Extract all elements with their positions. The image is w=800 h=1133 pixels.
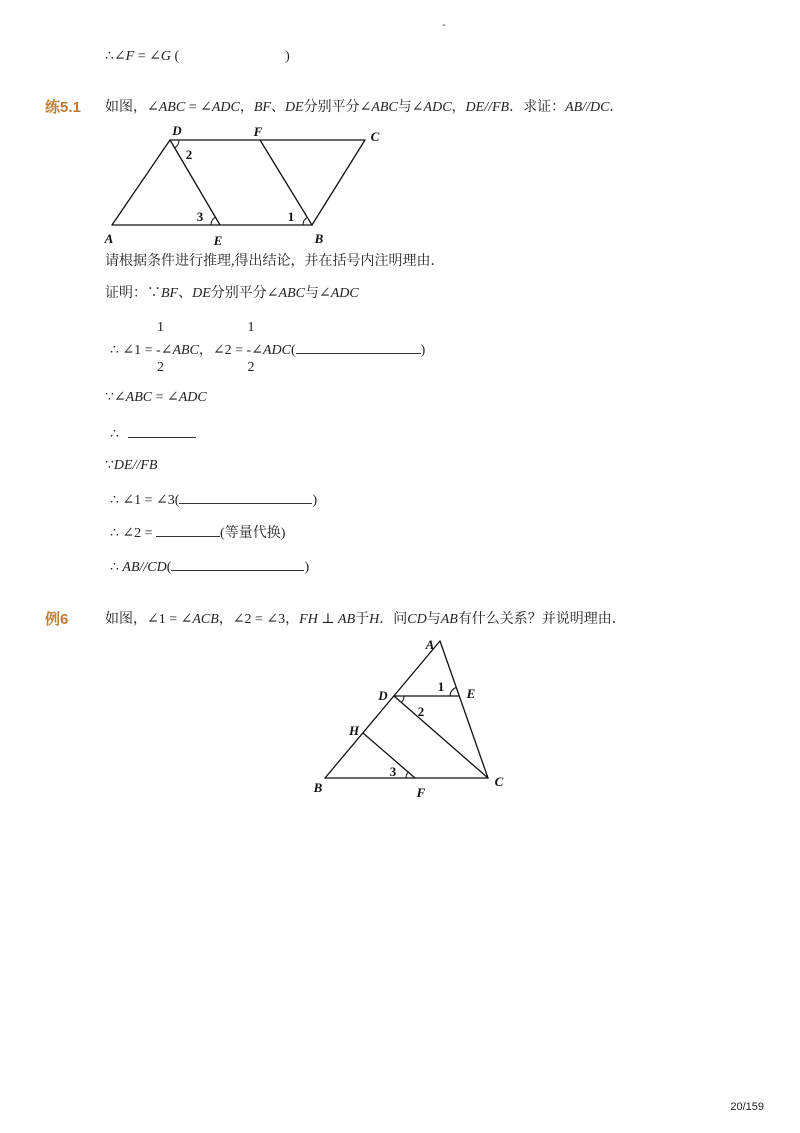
paren-open: ( xyxy=(166,560,172,575)
segment-fb xyxy=(260,140,312,225)
angle-label-2: 2 xyxy=(417,704,425,719)
answer-blank xyxy=(156,523,220,537)
proof-text: 证明：∵ xyxy=(105,286,161,301)
proof-text: ∵ xyxy=(105,458,114,473)
therefore-angle-text: ∴∠ xyxy=(105,49,126,64)
proof-given-equal-angles xyxy=(105,389,207,407)
statement-var: ADC xyxy=(423,100,452,115)
fraction-bar: - xyxy=(246,343,252,358)
proof-var: AB//CD xyxy=(122,560,167,575)
proof-text: ∴ xyxy=(110,560,123,575)
statement-var: DE xyxy=(284,100,304,115)
fraction-one-half xyxy=(156,320,165,375)
statement-var: H xyxy=(369,612,380,627)
exercise-statement xyxy=(105,99,623,117)
proof-text: ∠ xyxy=(251,343,263,358)
angle-3-arc xyxy=(406,772,408,778)
vertex-label-h: H xyxy=(348,723,360,738)
proof-text: ∴ ∠1 = ∠3( xyxy=(110,493,180,508)
statement-text: 、 xyxy=(270,100,285,115)
proof-var: ADC xyxy=(178,390,207,405)
angle-label-3: 3 xyxy=(389,764,397,779)
fraction-one-half xyxy=(246,320,255,375)
statement-text: 与∠ xyxy=(397,100,424,115)
segment-bc xyxy=(312,140,365,225)
proof-var: DE//FB xyxy=(113,458,158,473)
triangle-figure xyxy=(305,628,515,808)
exercise-label: 练5.1 xyxy=(45,99,81,116)
vertex-label-f: F xyxy=(416,785,426,800)
proof-var: ADC xyxy=(262,343,291,358)
vertex-label-d: D xyxy=(378,688,388,703)
proof-text: ∴ ∠2 = xyxy=(110,526,157,541)
proof-var: ABC xyxy=(278,286,305,301)
angle-label-3: 3 xyxy=(196,209,204,224)
statement-var: CD xyxy=(407,612,427,627)
fraction-denominator: 2 xyxy=(247,360,255,375)
vertex-label-d: D xyxy=(172,123,182,138)
statement-text: ⊥ xyxy=(317,612,339,627)
proof-text: ，∠2 = xyxy=(198,343,247,358)
answer-blank xyxy=(171,557,304,571)
example-statement xyxy=(105,611,626,629)
vertex-label-f: F xyxy=(253,124,263,139)
statement-text: ．问 xyxy=(379,612,408,627)
proof-text: 与∠ xyxy=(304,286,331,301)
angle-label-1: 1 xyxy=(437,679,445,694)
fraction-numerator: 1 xyxy=(157,320,165,335)
paren-close: ) xyxy=(420,343,426,358)
proof-var: ABC xyxy=(125,390,153,405)
proof-given-parallel xyxy=(105,457,157,475)
fraction-numerator: 1 xyxy=(247,320,255,335)
vertex-label-e: E xyxy=(466,686,476,701)
answer-blank xyxy=(179,490,312,504)
statement-text: 于 xyxy=(355,612,370,627)
statement-text: 有什么关系？并说明理由． xyxy=(457,612,626,627)
reason-gap xyxy=(179,47,285,60)
paren-close: ) xyxy=(312,493,318,508)
page-number: 20/159 xyxy=(730,1101,764,1113)
statement-var: ACB xyxy=(192,612,219,627)
statement-var: AB xyxy=(440,612,458,627)
angle-1-arc xyxy=(450,688,456,697)
proof-text: ∴ xyxy=(110,427,123,442)
statement-var: DE//FB xyxy=(465,100,510,115)
equals-angle-text: = ∠ xyxy=(134,49,161,64)
vertex-label-b: B xyxy=(314,231,324,246)
proof-reason: (等量代换) xyxy=(220,526,286,541)
vertex-label-e: E xyxy=(213,233,223,248)
paren-close: ) xyxy=(285,49,290,64)
proof-text: ∠ xyxy=(160,343,173,358)
instruction-text: 请根据条件进行推理,得出结论，并在括号内注明理由． xyxy=(105,254,445,269)
statement-var: AB//DC xyxy=(565,100,610,115)
angle-label-2: 2 xyxy=(185,147,193,162)
statement-text: 如图，∠ xyxy=(105,100,159,115)
proof-var: ABC xyxy=(172,343,199,358)
vertex-label-b: B xyxy=(313,780,323,795)
proof-text: ∵∠ xyxy=(105,390,126,405)
proof-var: BF xyxy=(161,286,179,301)
angle-3-arc xyxy=(211,217,215,225)
angle-2-arc xyxy=(402,696,405,703)
statement-text: 分别平分∠ xyxy=(303,100,372,115)
fraction-bar: - xyxy=(156,343,161,358)
answer-blank xyxy=(128,424,196,438)
example-label: 例6 xyxy=(45,611,69,628)
statement-text: ， xyxy=(239,100,254,115)
fraction-denominator: 2 xyxy=(157,360,165,375)
vertex-label-c: C xyxy=(370,129,380,144)
header-mark: - xyxy=(442,19,446,31)
previous-conclusion-line xyxy=(105,47,290,65)
segment-ad xyxy=(112,140,170,225)
proof-given-bisectors xyxy=(105,285,359,303)
statement-var: ADC xyxy=(211,100,240,115)
statement-text: ．求证： xyxy=(509,100,566,115)
segment-de xyxy=(170,140,220,225)
statement-text: = ∠ xyxy=(185,100,212,115)
proof-final-conclusion xyxy=(110,557,309,575)
statement-text: ，∠2 = ∠3， xyxy=(218,612,300,627)
statement-var: FH xyxy=(299,612,318,627)
vertex-label-a: A xyxy=(104,231,114,246)
proof-text: 、 xyxy=(178,286,193,301)
paren-open: ( xyxy=(170,49,180,64)
answer-blank xyxy=(296,340,421,354)
proof-var: ADC xyxy=(330,286,359,301)
proof-text: 分别平分∠ xyxy=(210,286,279,301)
proof-text: ∴ ∠1 = xyxy=(110,343,157,358)
statement-var: BF xyxy=(253,100,271,115)
proof-blank-conclusion xyxy=(110,424,196,442)
angle-label-1: 1 xyxy=(287,209,295,224)
statement-var: ABC xyxy=(158,100,186,115)
variable-f: F xyxy=(125,49,135,64)
statement-text: ． xyxy=(609,100,624,115)
proof-var: DE xyxy=(192,286,211,301)
statement-text: 与 xyxy=(426,612,441,627)
instruction-line xyxy=(105,253,445,271)
angle-1-arc xyxy=(303,217,307,225)
proof-half-angles xyxy=(110,320,426,375)
vertex-label-c: C xyxy=(494,774,504,789)
parallelogram-figure xyxy=(95,118,395,253)
proof-angle2-substitution xyxy=(110,523,285,541)
angle-2-arc xyxy=(175,140,179,148)
paren-open: ( xyxy=(290,343,296,358)
statement-text: 如图，∠1 = ∠ xyxy=(105,612,193,627)
statement-var: ABC xyxy=(371,100,398,115)
paren-close: ) xyxy=(304,560,310,575)
statement-text: ， xyxy=(451,100,466,115)
vertex-label-a: A xyxy=(425,637,435,652)
statement-var: AB xyxy=(338,612,356,627)
proof-text: = ∠ xyxy=(152,390,179,405)
variable-g: G xyxy=(160,49,171,64)
proof-angle1-eq-angle3 xyxy=(110,490,317,508)
